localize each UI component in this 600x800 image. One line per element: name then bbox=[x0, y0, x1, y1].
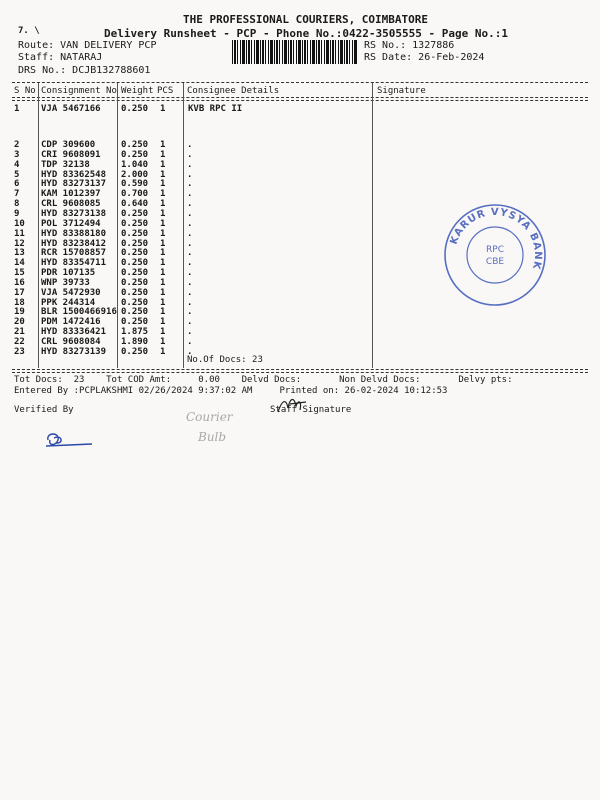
row-sno: 20 bbox=[14, 317, 25, 328]
row-consignee-mark: . bbox=[187, 228, 193, 239]
row-consignment: HYD 83336421 bbox=[41, 327, 107, 338]
row-weight: 0.250 bbox=[121, 140, 149, 150]
col-divider-pcs bbox=[183, 83, 184, 368]
row-pcs: 1 bbox=[160, 337, 166, 347]
row-pcs: 1 bbox=[160, 199, 166, 210]
table-header-rule-2 bbox=[12, 100, 588, 101]
entered-by-line: Entered By :PCPLAKSHMI 02/26/2024 9:37:02 AM Printed on: 26-02-2024 10:12:53 bbox=[14, 386, 448, 396]
row-consignee-mark: . bbox=[187, 199, 193, 210]
row-weight: 0.250 bbox=[121, 307, 149, 318]
row-weight: 0.250 bbox=[121, 218, 149, 229]
row-consignment: CRL 9608084 bbox=[41, 337, 101, 347]
row-consignee-mark: . bbox=[187, 287, 193, 298]
header-sno: S No bbox=[14, 86, 36, 96]
row-weight: 1.890 bbox=[121, 337, 149, 347]
row-sno: 23 bbox=[14, 346, 25, 357]
row-pcs: 1 bbox=[160, 277, 166, 288]
runsheet-title: Delivery Runsheet - PCP - Phone No.:0422-3505555 - Page No.:1 bbox=[104, 27, 508, 40]
stamp-ring-text: KARUR VYSYA BANK bbox=[448, 206, 544, 272]
header-consignee: Consignee Details bbox=[187, 86, 280, 96]
row-pcs: 1 bbox=[160, 317, 166, 328]
drs-number: DRS No.: DCJB132788601 bbox=[18, 65, 151, 76]
row-pcs: 1 bbox=[160, 159, 166, 170]
row-weight: 0.640 bbox=[121, 199, 149, 210]
rs-date: RS Date: 26-Feb-2024 bbox=[364, 52, 485, 63]
row-weight: 0.250 bbox=[121, 268, 149, 278]
row-sno: 8 bbox=[14, 199, 20, 210]
row-weight: 0.250 bbox=[121, 287, 149, 298]
header-weight: Weight bbox=[121, 86, 154, 96]
row-pcs: 1 bbox=[160, 104, 166, 114]
row-consignee-mark: . bbox=[187, 169, 193, 180]
row-sno: 5 bbox=[14, 169, 20, 180]
row-sno: 12 bbox=[14, 238, 25, 249]
table-bottom-rule bbox=[12, 369, 588, 370]
row-consignment: BLR 1500466916 bbox=[41, 307, 117, 318]
row-weight: 0.250 bbox=[121, 228, 149, 239]
row-sno: 13 bbox=[14, 248, 25, 259]
header-signature: Signature bbox=[377, 86, 426, 96]
row-weight: 1.875 bbox=[121, 327, 149, 338]
row-consignee-mark: . bbox=[187, 140, 193, 150]
row-consignment: KAM 1012397 bbox=[41, 189, 101, 200]
company-name: THE PROFESSIONAL COURIERS, COIMBATORE bbox=[183, 13, 429, 26]
totals-line: Tot Docs: 23 Tot COD Amt: 0.00 Delvd Docs: Non Delvd Docs: Delvy pts: bbox=[14, 375, 513, 385]
row-sno: 2 bbox=[14, 140, 20, 150]
row-weight: 0.250 bbox=[121, 317, 149, 328]
barcode bbox=[232, 40, 358, 64]
row-consignment: WNP 39733 bbox=[41, 277, 90, 288]
row-consignee-mark: . bbox=[187, 317, 193, 328]
row-weight: 0.250 bbox=[121, 258, 149, 269]
row-pcs: 1 bbox=[160, 268, 166, 278]
row-sno: 22 bbox=[14, 337, 25, 347]
row-pcs: 1 bbox=[160, 228, 166, 239]
row-weight: 1.040 bbox=[121, 159, 149, 170]
row-consignee-mark: . bbox=[187, 208, 193, 219]
stamp-center-top: RPC bbox=[486, 245, 504, 255]
row-sno: 9 bbox=[14, 208, 20, 219]
row-consignment: CDP 309600 bbox=[41, 140, 96, 150]
row-pcs: 1 bbox=[160, 149, 166, 160]
row-pcs: 1 bbox=[160, 140, 166, 150]
row-consignee-mark: . bbox=[187, 149, 193, 160]
row-consignee-mark: . bbox=[187, 327, 193, 338]
row-pcs: 1 bbox=[160, 258, 166, 269]
row-pcs: 1 bbox=[160, 346, 166, 357]
row-weight: 0.590 bbox=[121, 179, 149, 190]
verified-by-label: Verified By bbox=[14, 405, 74, 415]
table-bottom-rule-2 bbox=[12, 372, 588, 373]
row-pcs: 1 bbox=[160, 179, 166, 190]
row-pcs: 1 bbox=[160, 169, 166, 180]
row-sno: 19 bbox=[14, 307, 25, 318]
row-consignment: HYD 83362548 bbox=[41, 169, 107, 180]
row-consignment: VJA 5467166 bbox=[41, 104, 101, 114]
row-sno: 1 bbox=[14, 104, 20, 114]
rs-number: RS No.: 1327886 bbox=[364, 40, 455, 51]
row-sno: 3 bbox=[14, 149, 20, 160]
row-pcs: 1 bbox=[160, 287, 166, 298]
row-consignee-mark: . bbox=[187, 238, 193, 249]
row-consignee-mark: . bbox=[187, 337, 193, 347]
row-weight: 0.250 bbox=[121, 346, 149, 357]
row-pcs: 1 bbox=[160, 218, 166, 229]
col-divider-sno bbox=[38, 83, 39, 368]
row-consignment: HYD 83388180 bbox=[41, 228, 107, 239]
row-pcs: 1 bbox=[160, 327, 166, 338]
pencil-note-line2: Bulb bbox=[198, 430, 227, 444]
row-consignee-mark: . bbox=[187, 189, 193, 200]
row-consignment: POL 3712494 bbox=[41, 218, 101, 229]
row-consignee-mark: . bbox=[187, 346, 193, 357]
header-pcs: PCS bbox=[157, 86, 174, 96]
row-consignment: HYD 83273137 bbox=[41, 179, 107, 190]
row-consignee-mark: . bbox=[187, 297, 193, 308]
row-sno: 7 bbox=[14, 189, 20, 200]
row-consignee-mark: . bbox=[187, 268, 193, 278]
row-sno: 6 bbox=[14, 179, 20, 190]
row-weight: 0.250 bbox=[121, 104, 149, 114]
row-pcs: 1 bbox=[160, 307, 166, 318]
row-consignee-mark: . bbox=[187, 248, 193, 259]
row-consignment: PDR 107135 bbox=[41, 268, 96, 278]
col-divider-consignment bbox=[117, 83, 118, 368]
row-weight: 0.700 bbox=[121, 189, 149, 200]
row-sno: 14 bbox=[14, 258, 25, 269]
row-consignment: CRL 9608085 bbox=[41, 199, 101, 210]
row-consignee-mark: . bbox=[187, 258, 193, 269]
row-consignee-mark: . bbox=[187, 277, 193, 288]
row-pcs: 1 bbox=[160, 238, 166, 249]
row-consignment: HYD 83354711 bbox=[41, 258, 107, 269]
row-consignee-mark: . bbox=[187, 307, 193, 318]
row-sno: 11 bbox=[14, 228, 25, 239]
row-consignment: HYD 83273138 bbox=[41, 208, 107, 219]
row-weight: 0.250 bbox=[121, 208, 149, 219]
row-weight: 2.000 bbox=[121, 169, 149, 180]
row-consignee-mark: . bbox=[187, 159, 193, 170]
row-consignment: PPK 244314 bbox=[41, 297, 96, 308]
row-consignment: HYD 83238412 bbox=[41, 238, 107, 249]
route-label: Route: VAN DELIVERY PCP bbox=[18, 40, 157, 51]
row-consignment: PDM 1472416 bbox=[41, 317, 101, 328]
row-sno: 17 bbox=[14, 287, 25, 298]
row-consignee-mark: . bbox=[187, 218, 193, 229]
col-divider-signature bbox=[372, 83, 373, 368]
row-consignee: KVB RPC II bbox=[188, 104, 243, 114]
row-consignment: CRI 9608091 bbox=[41, 149, 101, 160]
row-weight: 0.250 bbox=[121, 277, 149, 288]
row-weight: 0.250 bbox=[121, 297, 149, 308]
row-sno: 21 bbox=[14, 327, 25, 338]
row-consignment: TDP 32138 bbox=[41, 159, 90, 170]
table-header-rule bbox=[12, 97, 588, 98]
table-top-rule bbox=[12, 82, 588, 83]
pencil-note-line1: Courier bbox=[186, 410, 233, 424]
row-sno: 15 bbox=[14, 268, 25, 278]
staff-label: Staff: NATARAJ bbox=[18, 52, 103, 63]
header-consignment: Consignment No bbox=[41, 86, 117, 96]
row-sno: 16 bbox=[14, 277, 25, 288]
row-consignee-mark: . bbox=[187, 179, 193, 190]
row-sno: 10 bbox=[14, 218, 25, 229]
row-consignment: RCR 15708857 bbox=[41, 248, 107, 259]
row-weight: 0.250 bbox=[121, 149, 149, 160]
stamp-center-bottom: CBE bbox=[485, 257, 505, 267]
row-pcs: 1 bbox=[160, 297, 166, 308]
row-sno: 4 bbox=[14, 159, 20, 170]
row-weight: 0.250 bbox=[121, 238, 149, 249]
staff-signature-label: Staff Signature bbox=[270, 405, 352, 415]
row-pcs: 1 bbox=[160, 248, 166, 259]
no-of-docs: No.Of Docs: 23 bbox=[187, 355, 263, 365]
bank-stamp bbox=[440, 200, 550, 310]
staff-signature-scrawl bbox=[276, 394, 310, 416]
row-sno: 18 bbox=[14, 297, 25, 308]
row-weight: 0.250 bbox=[121, 248, 149, 259]
row-consignment: HYD 83273139 bbox=[41, 346, 107, 357]
row-pcs: 1 bbox=[160, 189, 166, 200]
verified-signature-scrawl bbox=[44, 430, 96, 450]
row-pcs: 1 bbox=[160, 208, 166, 219]
corner-mark: 7. \ bbox=[18, 26, 40, 36]
row-consignment: VJA 5472930 bbox=[41, 287, 101, 298]
